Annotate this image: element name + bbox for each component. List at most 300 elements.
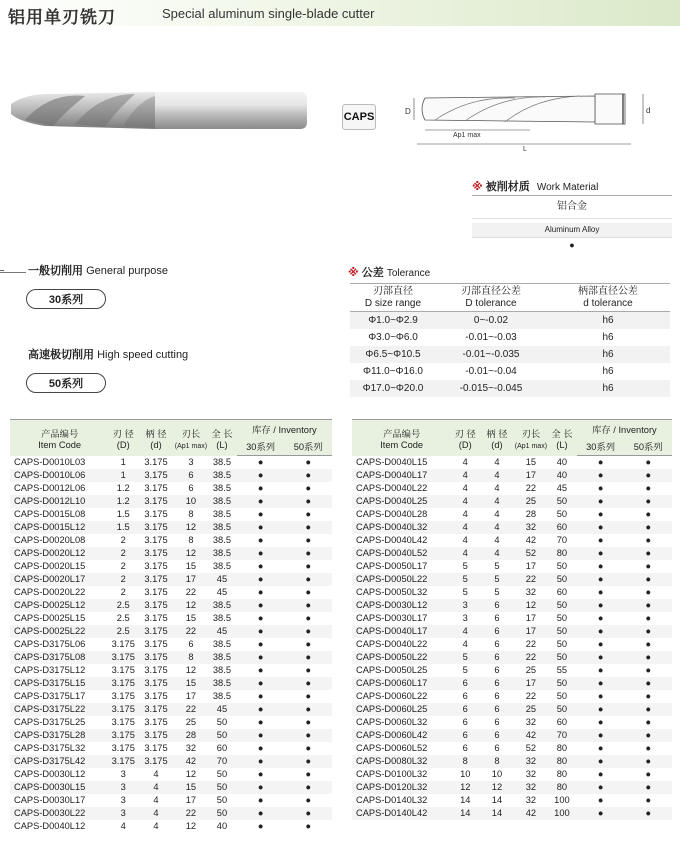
col-ap: 刃长 (Ap1 max): [175, 420, 207, 456]
table-cell: 3: [462, 613, 468, 623]
table-cell: 80: [556, 743, 568, 753]
table-cell: ●: [257, 691, 264, 701]
table-cell: 22: [185, 626, 197, 636]
table-cell: ●: [597, 730, 604, 740]
brand-logo: CAPS: [342, 104, 376, 130]
table-cell: 42: [525, 808, 537, 818]
table-cell: 6: [462, 678, 468, 688]
table-cell: ●: [305, 665, 311, 675]
table-cell: ●: [597, 613, 604, 623]
table-cell: 6: [494, 691, 500, 701]
table-cell: CAPS-D0030L17: [356, 613, 428, 623]
table-cell: 6: [462, 691, 468, 701]
table-row: [10, 690, 332, 703]
table-cell: 50: [216, 717, 228, 727]
table-row: [10, 586, 332, 599]
table-cell: ●: [597, 561, 604, 571]
table-cell: ●: [597, 743, 604, 753]
table-cell: ●: [597, 587, 604, 597]
col-d: 柄 径 (d): [137, 420, 175, 456]
table-cell: ●: [645, 574, 651, 584]
table-cell: ●: [305, 821, 311, 831]
table-cell: 50: [216, 808, 228, 818]
table-cell: 8: [188, 535, 194, 545]
table-cell: 5: [462, 587, 468, 597]
table-cell: 6: [188, 470, 194, 480]
table-cell: 4: [153, 808, 159, 818]
table-cell: ●: [257, 535, 264, 545]
table-cell: ●: [645, 756, 651, 766]
inventory-table-left: [10, 419, 332, 833]
table-row: [352, 573, 672, 586]
high-speed-title-en: High speed cutting: [97, 349, 189, 361]
table-cell: 2: [120, 548, 126, 558]
table-cell: CAPS-D0012L10: [14, 496, 86, 506]
table-row: [352, 651, 672, 664]
table-row: [10, 807, 332, 820]
table-cell: ●: [257, 652, 264, 662]
table-cell: CAPS-D3175L15: [14, 678, 86, 688]
table-cell: 3.175: [144, 730, 168, 740]
table-cell: ●: [305, 548, 311, 558]
table-cell: 50: [556, 652, 568, 662]
table-cell: 50: [556, 678, 568, 688]
inventory-body-left: [10, 456, 332, 833]
table-cell: 10: [460, 769, 471, 779]
work-material-title-cn: 被削材质: [485, 181, 530, 193]
work-material-table: [472, 195, 672, 252]
table-cell: 32: [525, 769, 537, 779]
table-cell: 14: [460, 795, 471, 805]
table-cell: CAPS-D0050L32: [356, 587, 428, 597]
table-cell: 6: [494, 730, 500, 740]
table-cell: ●: [305, 639, 311, 649]
dim-ap-label: Ap1 max: [453, 132, 481, 139]
table-cell: ●: [257, 730, 264, 740]
table-cell: ●: [305, 470, 311, 480]
table-cell: 17: [185, 691, 197, 701]
table-cell: 2: [120, 574, 126, 584]
table-cell: Φ3.0~Φ6.0: [368, 331, 418, 343]
table-cell: ●: [257, 613, 264, 623]
table-cell: 40: [216, 821, 228, 831]
table-cell: 4: [494, 483, 500, 493]
table-row: [10, 677, 332, 690]
table-cell: 52: [525, 548, 537, 558]
table-row: [10, 612, 332, 625]
table-cell: ●: [597, 470, 604, 480]
table-row: [10, 794, 332, 807]
table-cell: 3: [120, 782, 126, 792]
table-cell: 80: [556, 769, 568, 779]
table-cell: 3: [120, 808, 126, 818]
table-cell: ●: [645, 639, 651, 649]
table-cell: ●: [305, 730, 311, 740]
table-cell: 3: [462, 600, 468, 610]
table-cell: 3.175: [111, 678, 135, 688]
table-cell: 15: [185, 678, 197, 688]
tolerance-title-en: Tolerance: [386, 268, 431, 279]
table-cell: ●: [305, 704, 311, 714]
table-row: [352, 664, 672, 677]
table-row: [10, 781, 332, 794]
table-row: [352, 469, 672, 482]
table-cell: ●: [645, 483, 651, 493]
table-cell: 50: [216, 730, 228, 740]
table-cell: 1: [120, 470, 126, 480]
table-cell: 14: [460, 808, 471, 818]
table-cell: 2: [120, 535, 126, 545]
table-row: [352, 482, 672, 495]
table-cell: h6: [602, 365, 614, 377]
table-cell: 22: [525, 691, 537, 701]
table-cell: CAPS-D0020L22: [14, 587, 86, 597]
table-cell: 5: [494, 587, 500, 597]
table-cell: 6: [494, 652, 500, 662]
tol-col-shank-tol: 柄部直径公差 d tolerance: [546, 284, 670, 312]
table-cell: 12: [525, 600, 537, 610]
table-row: [352, 534, 672, 547]
table-cell: CAPS-D0060L42: [356, 730, 428, 740]
table-cell: 38.5: [212, 613, 231, 623]
table-cell: ●: [257, 574, 264, 584]
tolerance-row: [350, 312, 670, 329]
table-row: [352, 742, 672, 755]
table-cell: 5: [462, 574, 468, 584]
table-cell: 6: [188, 639, 194, 649]
table-row: [352, 521, 672, 534]
table-cell: 5: [462, 665, 468, 675]
table-cell: ●: [597, 600, 604, 610]
table-cell: 15: [185, 782, 197, 792]
table-row: [10, 664, 332, 677]
table-cell: 12: [185, 522, 197, 532]
table-cell: 3.175: [144, 756, 168, 766]
table-row: [352, 638, 672, 651]
table-cell: CAPS-D0050L25: [356, 665, 428, 675]
table-cell: 3.175: [144, 600, 168, 610]
table-cell: 32: [525, 717, 537, 727]
table-cell: 38.5: [212, 561, 231, 571]
tolerance-row: [350, 329, 670, 346]
work-material-title-en: Work Material: [536, 182, 599, 193]
table-cell: 15: [185, 561, 197, 571]
table-cell: ●: [645, 717, 651, 727]
table-cell: 42: [185, 756, 197, 766]
table-cell: 60: [556, 522, 568, 532]
table-cell: 12: [185, 600, 197, 610]
table-row: [10, 456, 332, 469]
table-cell: 50: [556, 574, 568, 584]
table-cell: ●: [257, 795, 264, 805]
table-cell: ●: [645, 743, 651, 753]
tolerance-header-row: [350, 284, 670, 312]
table-cell: CAPS-D0040L17: [356, 470, 428, 480]
table-cell: ●: [645, 769, 651, 779]
table-cell: 6: [462, 730, 468, 740]
table-cell: CAPS-D0040L52: [356, 548, 428, 558]
table-cell: 42: [525, 535, 537, 545]
table-row: [352, 716, 672, 729]
table-row: [10, 651, 332, 664]
table-row: [10, 638, 332, 651]
table-cell: 3: [120, 795, 126, 805]
table-cell: 3.175: [111, 743, 135, 753]
table-cell: 5: [462, 561, 468, 571]
table-cell: 38.5: [212, 665, 231, 675]
table-cell: ●: [645, 782, 651, 792]
tol-col-d-range: 刃部直径 D size range: [350, 284, 436, 312]
general-purpose-heading: [28, 262, 168, 278]
table-cell: ●: [305, 613, 311, 623]
table-cell: 45: [216, 587, 228, 597]
tol-col-d-tol: 刃部直径公差 D tolerance: [436, 284, 546, 312]
table-cell: ●: [597, 574, 604, 584]
table-cell: 4: [462, 483, 468, 493]
table-cell: CAPS-D3175L17: [14, 691, 86, 701]
table-cell: CAPS-D0140L42: [356, 808, 428, 818]
table-row: [352, 560, 672, 573]
table-cell: 2.5: [116, 613, 130, 623]
col-item-code: 产品编号 Item Code: [352, 420, 451, 456]
table-row: [10, 768, 332, 781]
table-cell: ●: [597, 522, 604, 532]
table-cell: 3.175: [111, 639, 135, 649]
table-cell: 4: [462, 548, 468, 558]
table-cell: 3.175: [111, 756, 135, 766]
table-cell: 38.5: [212, 522, 231, 532]
table-cell: 50: [556, 704, 568, 714]
table-row: [352, 586, 672, 599]
table-cell: 50: [556, 561, 568, 571]
table-cell: 6: [462, 704, 468, 714]
table-cell: 3.175: [144, 626, 168, 636]
table-cell: 70: [556, 535, 568, 545]
table-cell: Φ1.0~Φ2.9: [368, 314, 418, 326]
table-cell: ●: [305, 600, 311, 610]
table-cell: ●: [305, 743, 311, 753]
table-cell: 6: [494, 600, 500, 610]
table-cell: ●: [597, 704, 604, 714]
col-ap: 刃长 (Ap1 max): [515, 420, 547, 456]
table-cell: CAPS-D0040L32: [356, 522, 428, 532]
table-cell: ●: [257, 821, 264, 831]
table-cell: ●: [257, 470, 264, 480]
table-cell: 50: [556, 626, 568, 636]
table-cell: CAPS-D3175L22: [14, 704, 86, 714]
dim-d-label: d: [646, 106, 651, 115]
col-series-50: 50系列: [284, 438, 332, 456]
table-row: [352, 495, 672, 508]
table-cell: CAPS-D0040L22: [356, 639, 428, 649]
table-cell: 5: [494, 574, 500, 584]
table-row: [352, 781, 672, 794]
table-cell: 4: [462, 522, 468, 532]
table-cell: ●: [257, 457, 264, 468]
table-cell: ●: [645, 704, 651, 714]
table-row: [352, 755, 672, 768]
table-cell: 100: [554, 808, 570, 818]
table-cell: 80: [556, 782, 568, 792]
tolerance-table: [350, 283, 670, 397]
table-cell: 6: [188, 483, 194, 493]
table-cell: ●: [597, 717, 604, 727]
table-cell: 5: [462, 652, 468, 662]
table-cell: 22: [525, 483, 537, 493]
table-cell: 1.5: [116, 522, 130, 532]
table-cell: 4: [494, 522, 500, 532]
table-cell: 17: [525, 626, 537, 636]
tolerance-row: [350, 380, 670, 397]
table-cell: CAPS-D0030L12: [356, 600, 428, 610]
table-cell: 50: [556, 509, 568, 519]
col-inventory: 库存 / Inventory: [577, 420, 672, 438]
table-cell: ●: [305, 808, 311, 818]
table-cell: 25: [525, 496, 537, 506]
table-cell: 2.5: [116, 600, 130, 610]
table-cell: 32: [525, 522, 537, 532]
table-cell: 38.5: [212, 457, 231, 467]
table-cell: 15: [185, 613, 197, 623]
table-cell: ●: [305, 717, 311, 727]
table-cell: ●: [645, 470, 651, 480]
table-cell: CAPS-D0040L25: [356, 496, 428, 506]
table-cell: ●: [257, 496, 264, 506]
table-cell: 2: [120, 587, 126, 597]
table-cell: ●: [257, 626, 264, 636]
table-cell: 50: [556, 639, 568, 649]
table-cell: ●: [305, 535, 311, 545]
table-cell: ●: [305, 678, 311, 688]
table-cell: ●: [257, 522, 264, 532]
table-cell: 14: [491, 808, 503, 818]
table-cell: 5: [494, 561, 500, 571]
table-cell: 38.5: [212, 678, 231, 688]
table-cell: ●: [645, 509, 651, 519]
table-cell: ●: [257, 600, 264, 610]
table-cell: 40: [556, 457, 568, 467]
table-cell: ●: [597, 496, 604, 506]
table-cell: ●: [257, 717, 264, 727]
table-cell: ●: [597, 769, 604, 779]
table-cell: 17: [185, 795, 197, 805]
table-cell: 4: [494, 535, 500, 545]
general-title-cn: 一般切削用: [28, 265, 83, 277]
table-cell: 4: [462, 496, 468, 506]
table-cell: 3.175: [144, 509, 168, 519]
table-cell: 3.175: [144, 587, 168, 597]
work-material-heading: [472, 178, 598, 194]
table-cell: CAPS-D0040L12: [14, 821, 86, 831]
table-cell: 15: [525, 457, 537, 467]
table-cell: 4: [494, 457, 500, 467]
table-cell: ●: [645, 808, 651, 818]
table-cell: CAPS-D0040L28: [356, 509, 428, 519]
table-cell: ●: [597, 795, 604, 805]
col-series-30: 30系列: [577, 438, 625, 456]
col-L: 全 长 (L): [547, 420, 577, 456]
table-cell: 6: [494, 717, 500, 727]
tolerance-heading: [348, 264, 430, 280]
table-cell: 32: [525, 756, 537, 766]
table-cell: 4: [153, 795, 159, 805]
table-cell: CAPS-D0060L25: [356, 704, 428, 714]
table-cell: 1.2: [116, 483, 130, 493]
table-cell: 3.175: [144, 522, 168, 532]
table-cell: ●: [597, 548, 604, 558]
table-cell: 32: [525, 795, 537, 805]
table-cell: 12: [185, 665, 197, 675]
table-cell: 3.175: [144, 743, 168, 753]
table-cell: CAPS-D0025L12: [14, 600, 86, 610]
table-cell: -0.01~-0.04: [465, 365, 517, 377]
table-cell: ●: [645, 587, 651, 597]
col-D: 刃 径 (D): [109, 420, 137, 456]
table-cell: 80: [556, 548, 568, 558]
table-cell: 3.175: [144, 717, 168, 727]
table-cell: 3.175: [144, 704, 168, 714]
table-row: [10, 534, 332, 547]
table-cell: 38.5: [212, 483, 231, 493]
table-cell: 2: [120, 561, 126, 571]
table-row: [10, 820, 332, 833]
table-row: [352, 794, 672, 807]
col-d: 柄 径 (d): [479, 420, 515, 456]
table-cell: 45: [556, 483, 568, 493]
table-cell: 50: [216, 795, 228, 805]
table-cell: ●: [645, 626, 651, 636]
table-cell: 60: [216, 743, 228, 753]
table-cell: h6: [602, 382, 614, 394]
table-row: [10, 703, 332, 716]
table-cell: 8: [494, 756, 500, 766]
table-cell: ●: [645, 678, 651, 688]
table-cell: CAPS-D0020L17: [14, 574, 86, 584]
table-cell: 50: [556, 600, 568, 610]
table-cell: 3.175: [144, 496, 168, 506]
table-cell: 38.5: [212, 470, 231, 480]
table-cell: ●: [305, 561, 311, 571]
table-cell: 4: [153, 769, 159, 779]
table-cell: ●: [597, 678, 604, 688]
table-cell: CAPS-D0030L12: [14, 769, 86, 779]
table-row: [352, 456, 672, 469]
table-cell: ●: [645, 691, 651, 701]
table-cell: 4: [153, 821, 159, 831]
table-cell: 3.175: [144, 470, 168, 480]
table-cell: 6: [494, 704, 500, 714]
table-cell: 38.5: [212, 691, 231, 701]
table-cell: ●: [257, 678, 264, 688]
table-cell: 32: [525, 587, 537, 597]
table-cell: 3.175: [111, 730, 135, 740]
table-cell: ●: [257, 769, 264, 779]
series-30-badge: 30系列: [26, 289, 106, 309]
table-cell: 3.175: [111, 704, 135, 714]
table-cell: CAPS-D3175L32: [14, 743, 86, 753]
table-cell: 6: [462, 717, 468, 727]
table-cell: 3.175: [144, 652, 168, 662]
material-en: Aluminum Alloy: [472, 223, 672, 238]
table-row: [10, 729, 332, 742]
table-cell: 3.175: [144, 691, 168, 701]
table-cell: 50: [216, 782, 228, 792]
cutter-photo: [5, 82, 310, 142]
high-speed-heading: [28, 346, 188, 362]
table-cell: CAPS-D0020L15: [14, 561, 86, 571]
col-inventory: 库存 / Inventory: [237, 420, 332, 438]
table-cell: 38.5: [212, 600, 231, 610]
